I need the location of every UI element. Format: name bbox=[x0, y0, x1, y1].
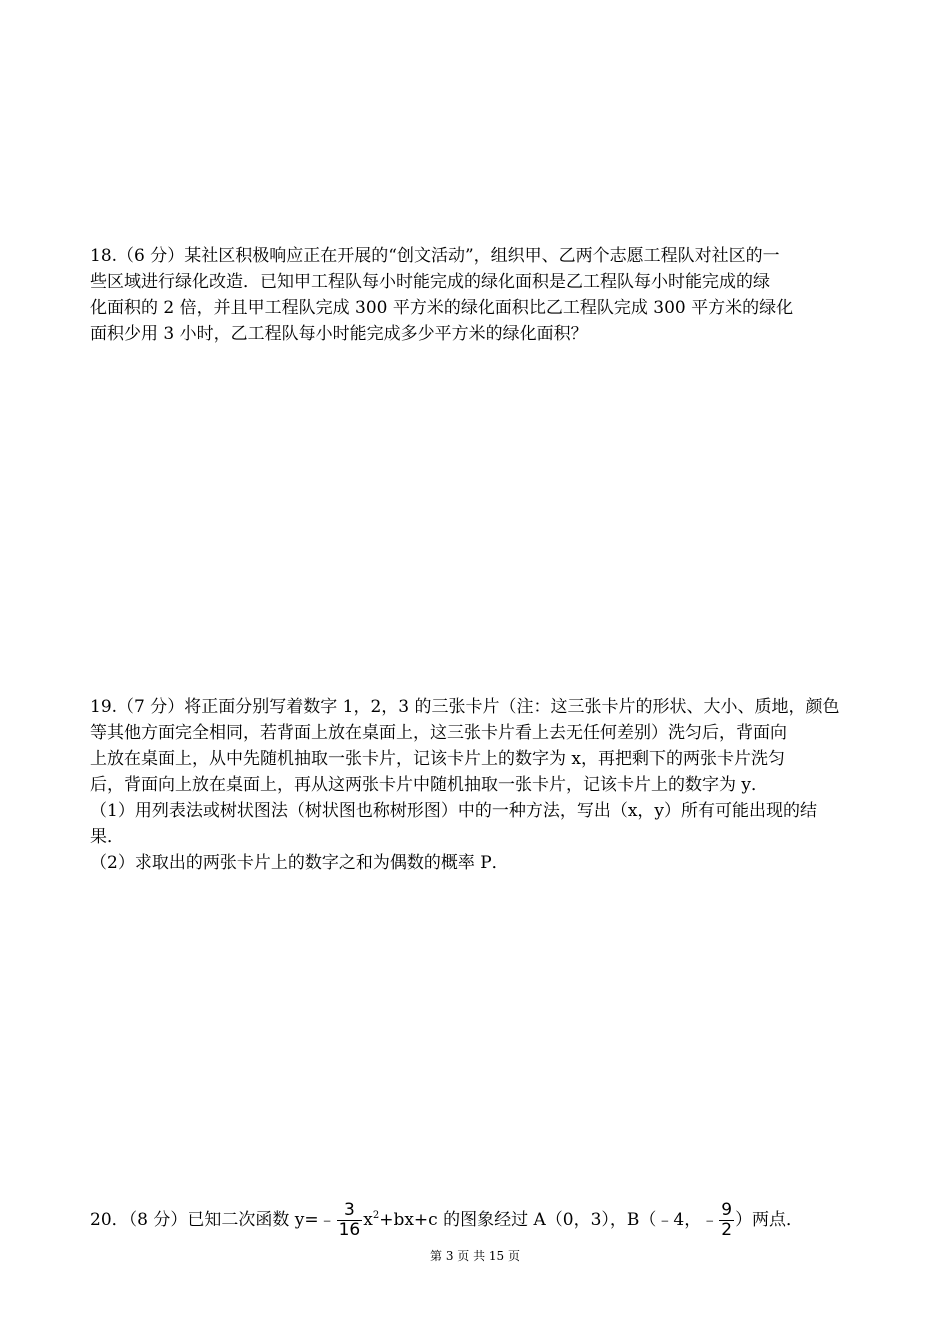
q19-line-2: 等其他方面完全相同，若背面上放在桌面上，这三张卡片看上去无任何差别）洗匀后，背面向 bbox=[90, 723, 787, 743]
q18-line-1: 18.（6 分）某社区积极响应正在开展的“创文活动”，组织甲、乙两个志愿工程队对社区的一 bbox=[90, 246, 780, 266]
fraction-denominator: 2 bbox=[721, 1220, 733, 1240]
page-footer: 第 3 页 共 15 页 bbox=[430, 1249, 520, 1263]
q20-prefix: 20．（8 分）已知二次函数 y=﹣ bbox=[90, 1210, 336, 1230]
fraction-9-2 bbox=[719, 1201, 734, 1240]
q20-exponent: 2 bbox=[372, 1210, 380, 1221]
q19-line-7: （2）求取出的两张卡片上的数字之和为偶数的概率 P． bbox=[90, 853, 509, 873]
fraction-denominator: 16 bbox=[338, 1220, 361, 1240]
fraction-numerator: 3 bbox=[337, 1201, 363, 1221]
q19-line-3: 上放在桌面上，从中先随机抽取一张卡片，记该卡片上的数字为 x，再把剩下的两张卡片洗匀 bbox=[90, 749, 785, 769]
q20-suffix: ）两点． bbox=[735, 1210, 804, 1230]
q19-line-6: 果． bbox=[90, 827, 124, 847]
fraction-numerator: 9 bbox=[721, 1200, 733, 1220]
q19-line-5: （1）用列表法或树状图法（树状图也称树形图）中的一种方法，写出（x，y）所有可能出现的结 bbox=[90, 801, 818, 821]
question-19 bbox=[90, 694, 865, 876]
q20-variable: x bbox=[363, 1210, 373, 1230]
q18-line-4: 面积少用 3 小时，乙工程队每小时能完成多少平方米的绿化面积？ bbox=[90, 324, 588, 344]
question-18 bbox=[90, 243, 865, 347]
question-20 bbox=[90, 1201, 865, 1240]
q20-line bbox=[90, 1201, 865, 1240]
q20-mid: +bx+c 的图象经过 A（0，3），B（﹣4，﹣ bbox=[379, 1210, 719, 1230]
q18-line-2: 些区域进行绿化改造．已知甲工程队每小时能完成的绿化面积是乙工程队每小时能完成的绿 bbox=[90, 272, 770, 292]
fraction-3-16 bbox=[337, 1201, 363, 1240]
q19-line-4: 后，背面向上放在桌面上，再从这两张卡片中随机抽取一张卡片，记该卡片上的数字为 y． bbox=[90, 775, 769, 795]
q19-line-1: 19.（7 分）将正面分别写着数字 1，2，3 的三张卡片（注：这三张卡片的形状、大小、质地，颜色 bbox=[90, 697, 840, 717]
q18-line-3: 化面积的 2 倍，并且甲工程队完成 300 平方米的绿化面积比乙工程队完成 300 平方米的绿化 bbox=[90, 298, 794, 318]
